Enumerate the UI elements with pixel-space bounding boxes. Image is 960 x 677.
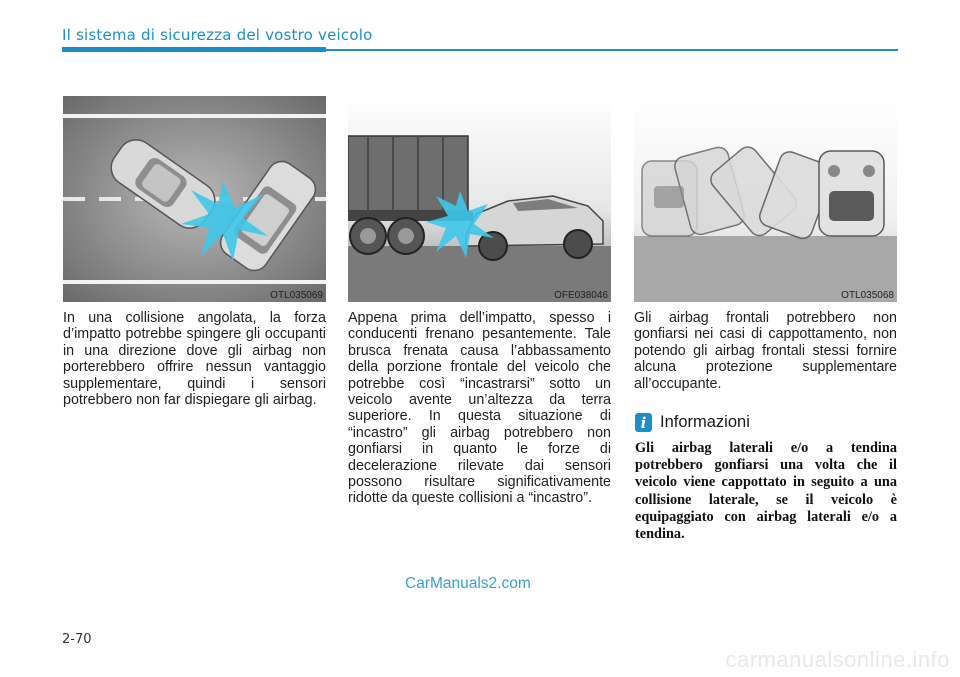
info-icon: i	[635, 413, 652, 432]
paragraph-angled-collision: In una collisione angolata, la forza d’impatto potrebbe spingere gli occupanti in una direzione dove gli airbag non porterebbero offrire nessun vantaggio supplementare, quindi i sensori potrebbero non far dispiegare gli airbag.	[63, 310, 326, 409]
figure-underride-collision	[348, 96, 611, 302]
figure-code: OTL035068	[841, 290, 894, 301]
paragraph-underride-collision: Appena prima dell’impatto, spesso i conducenti frenano pesantemente. Tale brusca frenata causa l’abbassamento della porzione frontale del veicolo che potrebbe così “incastrarsi” sotto un veicolo avente un’altezza da terra superiore. In questa situazione di “incastro” gli airbag potrebbero non gonfiarsi in quanto le forze di decelerazione rilevate dai sensori possono risultare significativamente ridotte da queste collisioni a “incastro”.	[348, 310, 611, 507]
underride-collision-illustration	[348, 96, 611, 302]
info-heading	[635, 413, 750, 432]
header-rule-accent	[62, 47, 326, 52]
page-number: 2-70	[62, 632, 92, 647]
figure-angled-collision	[63, 96, 326, 302]
header-rule	[326, 49, 898, 51]
figure-code: OTL035069	[270, 290, 323, 301]
section-title: Il sistema di sicurezza del vostro veicolo	[62, 26, 373, 44]
figure-rollover	[634, 96, 897, 302]
info-title: Informazioni	[660, 413, 750, 431]
paragraph-rollover: Gli airbag frontali potrebbero non gonfiarsi nei casi di cappottamento, non potendo gli airbag frontali stessi fornire alcuna protezione supplementare all’occupante.	[634, 310, 897, 392]
figure-code: OFE038046	[554, 290, 608, 301]
watermark-link[interactable]: CarManuals2.com	[405, 575, 531, 592]
footer-watermark: carmanualsonline.info	[725, 647, 950, 672]
info-text: Gli airbag laterali e/o a tendina potrebbero gonfiarsi una volta che il veicolo viene cappottato in seguito a una collisione laterale, se il veicolo è equipaggiato con airbag laterali e/o a tendina.	[635, 440, 897, 543]
angled-collision-illustration	[63, 96, 326, 302]
rollover-illustration	[634, 96, 897, 302]
